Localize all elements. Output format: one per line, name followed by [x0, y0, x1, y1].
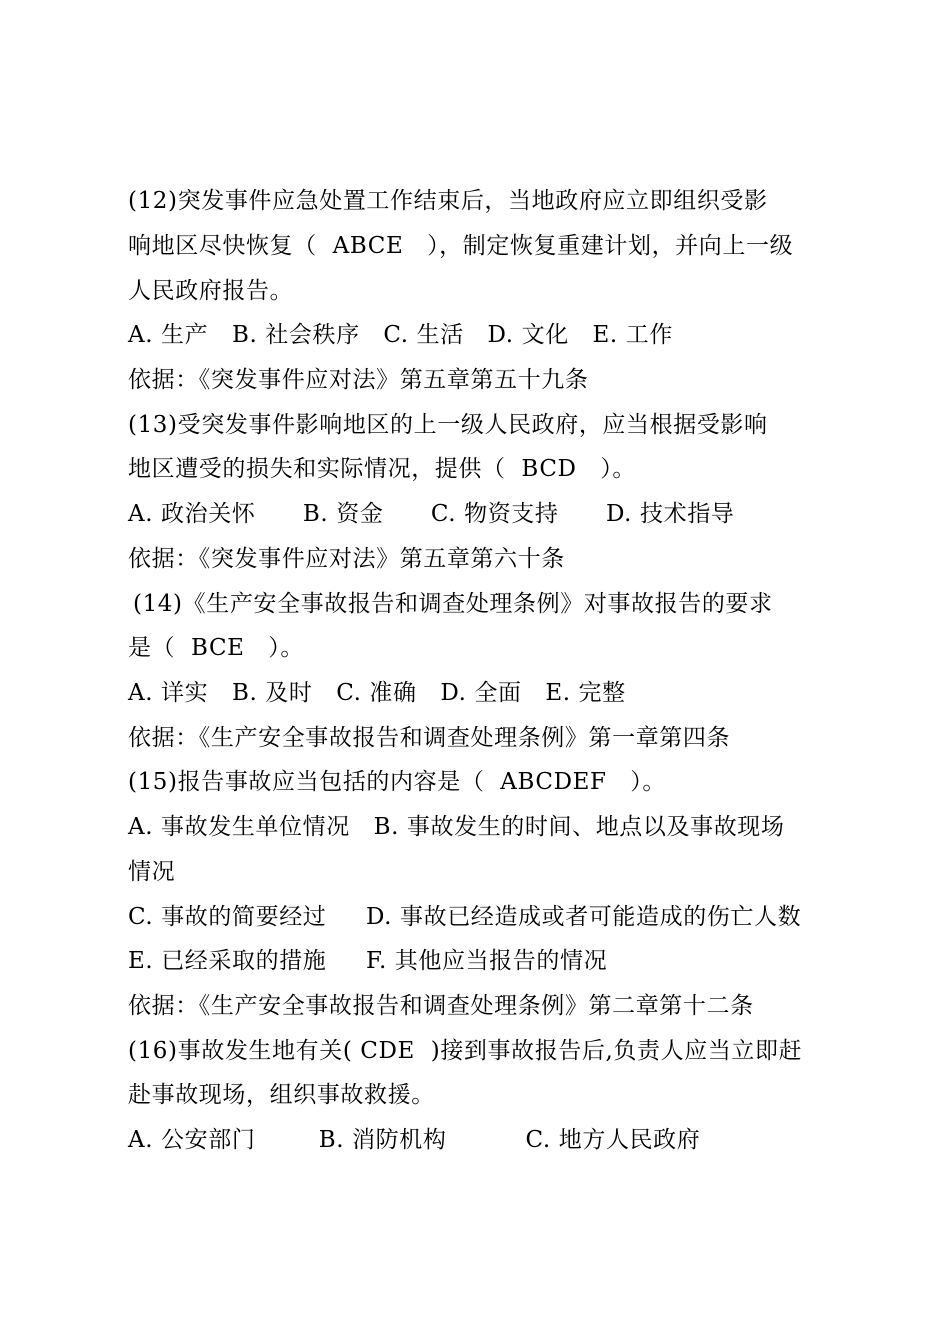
- question-12-stem-line-3: 人民政府报告。: [128, 278, 294, 304]
- question-12-basis: 依据：《突发事件应对法》第五章第五十九条: [128, 367, 589, 393]
- question-12-stem-line-1: (12)突发事件应急处置工作结束后，当地政府应立即组织受影: [128, 188, 768, 214]
- question-15-basis: 依据：《生产安全事故报告和调查处理条例》第二章第十二条: [128, 993, 754, 1019]
- question-15-stem-line-1: (15)报告事故应当包括的内容是（ ABCDEF ）。: [128, 769, 666, 795]
- question-14-basis: 依据：《生产安全事故报告和调查处理条例》第一章第四条: [128, 725, 731, 751]
- question-12-stem-line-2: 响地区尽快恢复（ ABCE ），制定恢复重建计划，并向上一级: [128, 233, 794, 259]
- question-16-options: A. 公安部门 B. 消防机构 C. 地方人民政府: [128, 1127, 701, 1153]
- question-16-stem-line-1: (16)事故发生地有关( CDE )接到事故报告后,负责人应当立即赶: [128, 1038, 803, 1064]
- question-13-stem-line-1: (13)受突发事件影响地区的上一级人民政府，应当根据受影响: [128, 412, 768, 438]
- question-15-options-line-4: E. 已经采取的措施 F. 其他应当报告的情况: [128, 948, 608, 974]
- question-13-stem-line-2: 地区遭受的损失和实际情况，提供（ BCD ）。: [128, 456, 637, 482]
- question-14-options: A. 详实 B. 及时 C. 准确 D. 全面 E. 完整: [128, 680, 626, 706]
- question-13-basis: 依据：《突发事件应对法》第五章第六十条: [128, 546, 565, 572]
- question-13-options: A. 政治关怀 B. 资金 C. 物资支持 D. 技术指导: [128, 501, 735, 527]
- question-15-options-line-2: 情况: [128, 859, 176, 885]
- question-14-stem-line-2: 是（ BCE ）。: [128, 635, 304, 661]
- question-12-options: A. 生产 B. 社会秩序 C. 生活 D. 文化 E. 工作: [128, 322, 673, 348]
- question-15-options-line-1: A. 事故发生单位情况 B. 事故发生的时间、地点以及事故现场: [128, 814, 785, 840]
- question-14-stem-line-1: (14)《生产安全事故报告和调查处理条例》对事故报告的要求: [133, 591, 773, 617]
- question-15-options-line-3: C. 事故的简要经过 D. 事故已经造成或者可能造成的伤亡人数: [128, 904, 802, 930]
- question-16-stem-line-2: 赴事故现场，组织事故救援。: [128, 1082, 435, 1108]
